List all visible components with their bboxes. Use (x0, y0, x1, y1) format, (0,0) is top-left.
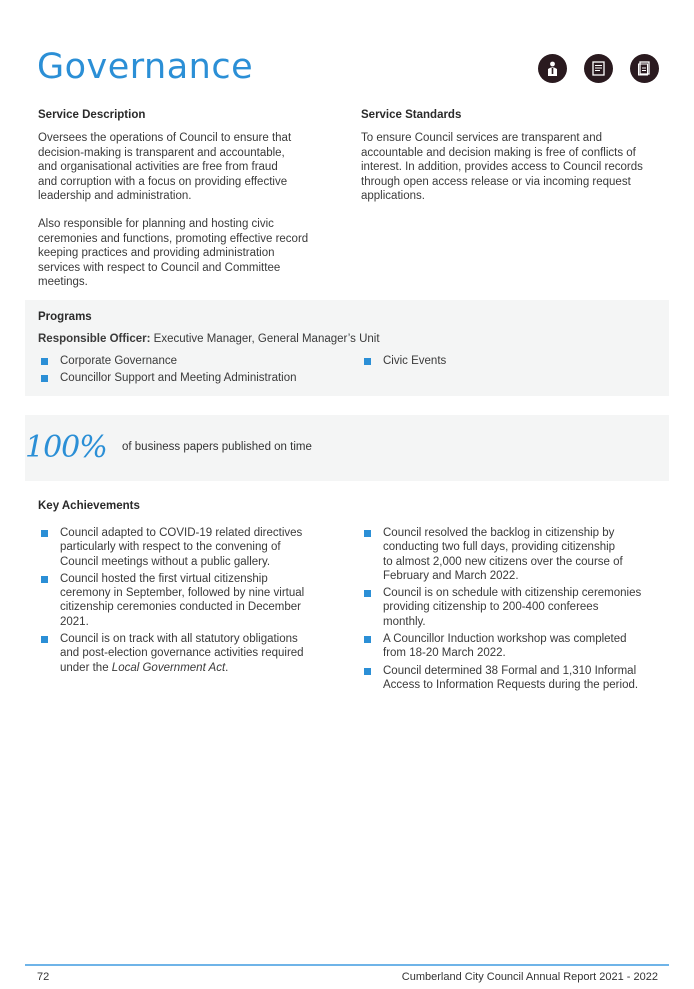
service-description-heading: Service Description (38, 109, 146, 121)
service-description-paragraph-2: Also responsible for planning and hosting civic ceremonies and functions, promoting effective record keeping practices and providing administration services with respect to Council and Committee meetings. (38, 218, 309, 288)
document-shield-icon (584, 54, 613, 83)
bullet (41, 375, 48, 382)
programs-list-left (38, 354, 338, 386)
governance-person-icon (538, 54, 567, 83)
list-item: Corporate Governance (38, 354, 338, 368)
key-achievements-heading: Key Achievements (38, 500, 140, 512)
stat-number: 100% (25, 430, 107, 465)
bullet (364, 358, 371, 365)
bullet (364, 636, 371, 643)
bullet (41, 530, 48, 537)
list-item: Council adapted to COVID-19 related directives particularly with respect to the convening of Council meetings without a public gallery. (38, 526, 338, 569)
bullet (364, 590, 371, 597)
service-description-paragraph-1: Oversees the operations of Council to ensure that decision-making is transparent and accountable, and organisational activities are free from fraud and corruption with a focus on providing effective leadership and administration. (38, 132, 292, 202)
page-title: Governance (37, 47, 254, 87)
list-item: Council is on schedule with citizenship ceremonies providing citizenship to 200-400 conferees monthly. (361, 586, 671, 629)
records-document-icon (630, 54, 659, 83)
list-item: Council is on track with all statutory obligations and post-election governance activities required under the Local Government Act. (38, 632, 338, 675)
list-item: Councillor Support and Meeting Administration (38, 371, 338, 385)
bullet (41, 576, 48, 583)
bullet (41, 636, 48, 643)
programs-list-right (361, 354, 661, 368)
bullet (364, 530, 371, 537)
achievements-list-right (361, 526, 671, 692)
bullet (41, 358, 48, 365)
list-item: Council hosted the first virtual citizenship ceremony in September, followed by nine virtual citizenship ceremonies conducted in December 2021. (38, 572, 338, 629)
programs-heading: Programs (38, 311, 92, 323)
list-item: Civic Events (361, 354, 661, 368)
responsible-officer-value: Executive Manager, General Manager’s Unit (153, 333, 380, 345)
footer-divider (25, 964, 669, 966)
service-standards-paragraph: To ensure Council services are transparent and accountable and decision making is free of conflicts of interest. In addition, provides access to Council records through open access release or via incoming request applications. (361, 132, 643, 202)
page-number: 72 (37, 971, 50, 983)
list-item: A Councillor Induction workshop was completed from 18-20 March 2022. (361, 632, 671, 661)
bullet (364, 668, 371, 675)
list-item: Council resolved the backlog in citizenship by conducting two full days, providing citizenship to almost 2,000 new citizens over the course of February and March 2022. (361, 526, 671, 583)
header-icons (538, 54, 659, 83)
responsible-officer-label: Responsible Officer: (38, 333, 151, 345)
achievements-list-left (38, 526, 338, 675)
service-standards-heading: Service Standards (361, 109, 462, 121)
report-title: Cumberland City Council Annual Report 2021 - 2022 (401, 971, 658, 983)
list-item: Council determined 38 Formal and 1,310 Informal Access to Information Requests during the period. (361, 664, 671, 693)
responsible-officer (38, 332, 380, 347)
stat-text: of business papers published on time (122, 441, 312, 453)
